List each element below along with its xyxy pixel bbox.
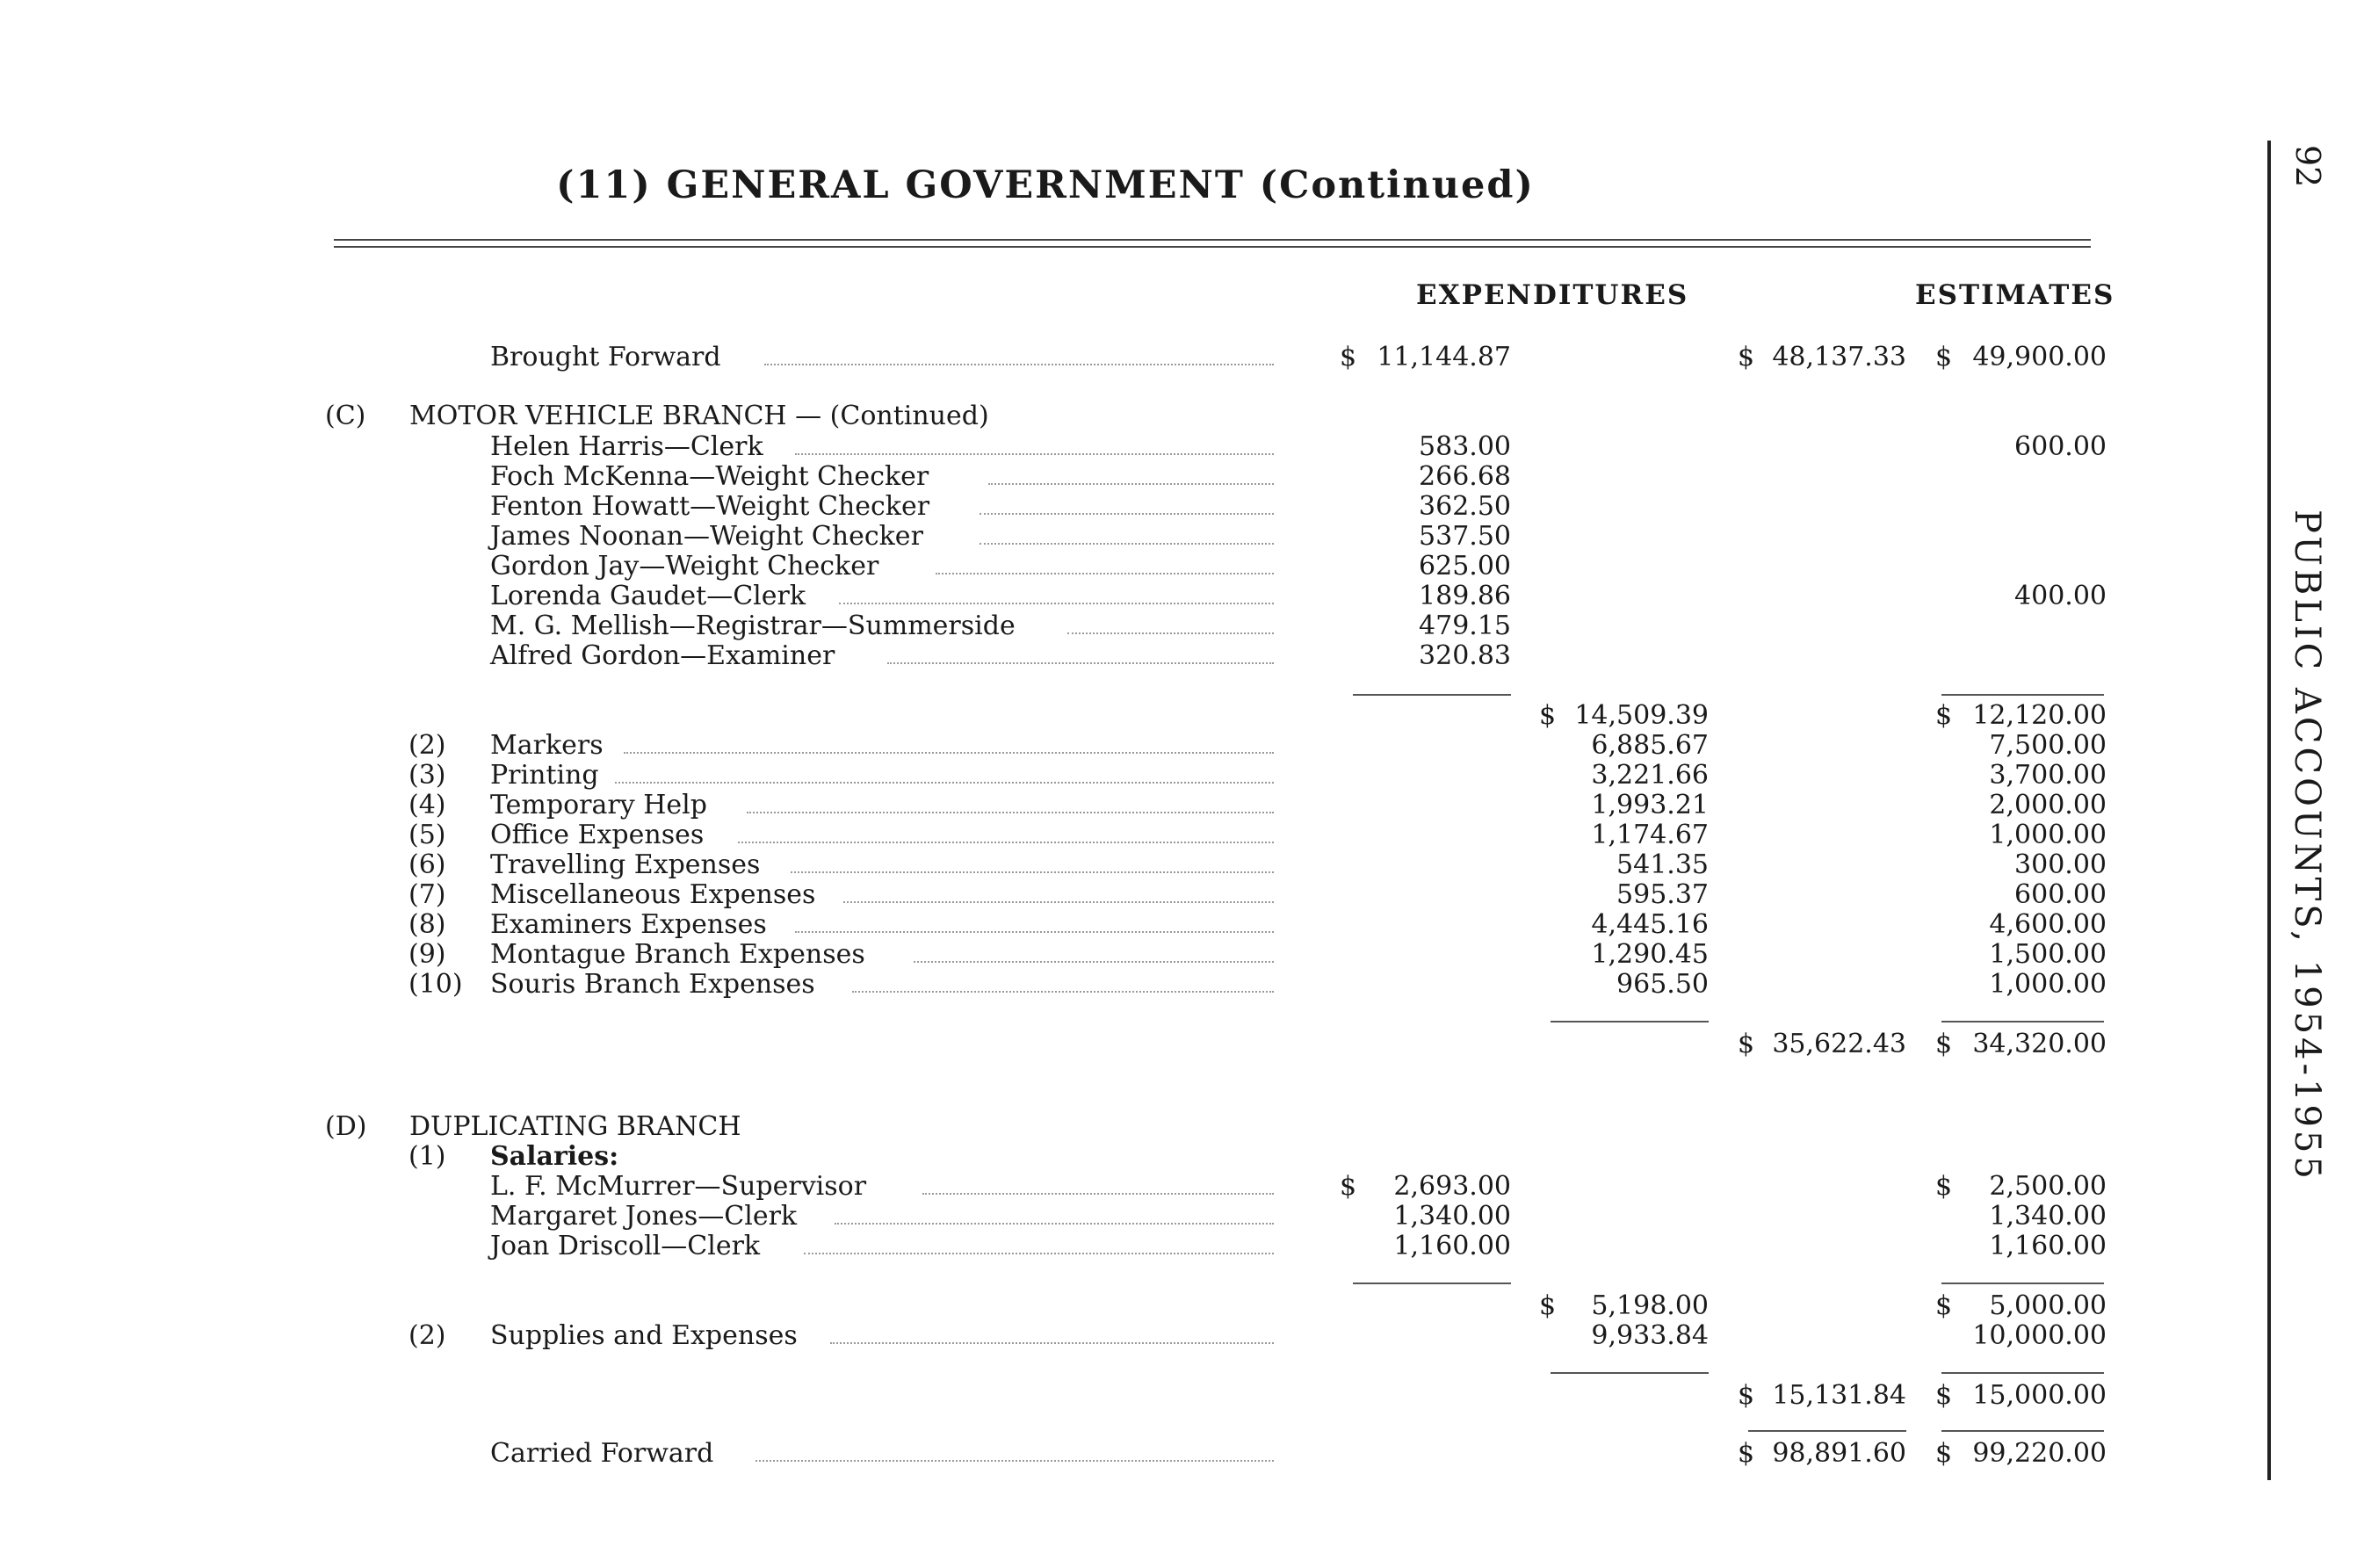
table-row <box>0 1142 2152 1172</box>
row-label: Travelling Expenses <box>490 849 761 880</box>
amount-cell: 48,137.33 <box>1772 342 1906 372</box>
row-label: Supplies and Expenses <box>490 1320 798 1351</box>
row-label: Markers <box>490 730 604 761</box>
currency-sign: $ <box>1539 700 1557 731</box>
amount-cell: 1,340.00 <box>1989 1201 2107 1232</box>
amount-cell: 1,174.67 <box>1591 820 1709 850</box>
row-label: Temporary Help <box>490 790 707 820</box>
table-row <box>0 432 2152 462</box>
dot-leader <box>738 842 1274 843</box>
amount-cell: 11,144.87 <box>1377 342 1511 372</box>
row-label: DUPLICATING BRANCH <box>409 1111 741 1142</box>
row-label: Carried Forward <box>490 1438 714 1469</box>
amount-cell: 15,131.84 <box>1772 1380 1906 1411</box>
amount-cell: 1,500.00 <box>1989 939 2107 970</box>
amount-cell: 9,933.84 <box>1591 1320 1709 1351</box>
amount-cell: 3,221.66 <box>1591 760 1709 791</box>
table-row <box>0 1321 2152 1351</box>
page-title: (11) GENERAL GOVERNMENT (Continued) <box>556 163 1535 207</box>
amount-cell: 1,000.00 <box>1989 820 2107 850</box>
total-rule <box>1551 1372 1709 1374</box>
dot-leader <box>835 1223 1274 1225</box>
item-number: (10) <box>408 969 463 1000</box>
amount-cell: 4,445.16 <box>1591 909 1709 940</box>
table-row <box>0 850 2152 880</box>
table-row <box>0 1439 2152 1469</box>
dot-leader <box>922 1193 1274 1195</box>
currency-sign: $ <box>1935 342 1953 372</box>
dot-leader <box>747 812 1274 813</box>
amount-cell: 4,600.00 <box>1989 909 2107 940</box>
currency-sign: $ <box>1539 1290 1557 1321</box>
total-rule <box>1941 1283 2104 1284</box>
row-label: Joan Driscoll—Clerk <box>490 1231 761 1261</box>
dot-leader <box>839 603 1274 604</box>
dot-leader <box>830 1342 1274 1344</box>
amount-cell: 583.00 <box>1419 431 1511 462</box>
table-row <box>0 731 2152 761</box>
amount-cell: 35,622.43 <box>1772 1029 1906 1059</box>
amount-cell: 1,160.00 <box>1989 1231 2107 1261</box>
table-row <box>0 1202 2152 1232</box>
row-label: Gordon Jay—Weight Checker <box>490 551 879 582</box>
dot-leader <box>755 1460 1274 1462</box>
row-label: Helen Harris—Clerk <box>490 431 763 462</box>
amount-cell: 2,000.00 <box>1989 790 2107 820</box>
amount-cell: 1,993.21 <box>1591 790 1709 820</box>
running-title: PUBLIC ACCOUNTS, 1954-1955 <box>2287 509 2327 1182</box>
margin-rule <box>2267 141 2271 1480</box>
dot-leader <box>791 871 1274 873</box>
title-rule-2 <box>334 246 2091 248</box>
amount-cell: 600.00 <box>2014 879 2107 910</box>
currency-sign: $ <box>1935 1380 1953 1411</box>
table-row <box>0 701 2152 731</box>
table-row <box>0 1112 2152 1142</box>
amount-cell: 189.86 <box>1419 581 1511 611</box>
item-number: (3) <box>408 760 446 791</box>
item-number: (5) <box>408 820 446 850</box>
table-row <box>0 582 2152 611</box>
amount-cell: 5,198.00 <box>1591 1290 1709 1321</box>
table-row <box>0 791 2152 820</box>
amount-cell: 537.50 <box>1419 521 1511 552</box>
row-label: Examiners Expenses <box>490 909 767 940</box>
table-row <box>0 522 2152 552</box>
dot-leader <box>980 513 1274 515</box>
table-row <box>0 820 2152 850</box>
amount-cell: 320.83 <box>1419 640 1511 671</box>
currency-sign: $ <box>1738 342 1755 372</box>
row-label: Montague Branch Expenses <box>490 939 865 970</box>
currency-sign: $ <box>1340 342 1357 372</box>
amount-cell: 595.37 <box>1616 879 1709 910</box>
row-label: Alfred Gordon—Examiner <box>490 640 835 671</box>
item-number: (2) <box>408 730 446 761</box>
dot-leader <box>1067 632 1274 634</box>
currency-sign: $ <box>1935 1171 1953 1202</box>
amount-cell: 12,120.00 <box>1972 700 2107 731</box>
table-row <box>0 611 2152 641</box>
dot-leader <box>795 931 1274 933</box>
dot-leader <box>887 662 1274 664</box>
item-number: (8) <box>408 909 446 940</box>
amount-cell: 10,000.00 <box>1972 1320 2107 1351</box>
currency-sign: $ <box>1738 1438 1755 1469</box>
row-label: Miscellaneous Expenses <box>490 879 816 910</box>
currency-sign: $ <box>1935 1029 1953 1059</box>
item-number: (1) <box>408 1141 446 1172</box>
row-label: M. G. Mellish—Registrar—Summerside <box>490 611 1016 641</box>
amount-cell: 541.35 <box>1616 849 1709 880</box>
dot-leader <box>936 573 1274 574</box>
amount-cell: 15,000.00 <box>1972 1380 2107 1411</box>
amount-cell: 600.00 <box>2014 431 2107 462</box>
dot-leader <box>624 752 1274 754</box>
amount-cell: 1,000.00 <box>1989 969 2107 1000</box>
section-marker: (C) <box>325 401 366 431</box>
row-label: Foch McKenna—Weight Checker <box>490 461 929 492</box>
dot-leader <box>852 991 1274 993</box>
total-rule <box>1941 1372 2104 1374</box>
amount-cell: 99,220.00 <box>1972 1438 2107 1469</box>
amount-cell: 362.50 <box>1419 491 1511 522</box>
total-rule <box>1353 1283 1511 1284</box>
total-rule <box>1748 1430 1906 1432</box>
currency-sign: $ <box>1738 1380 1755 1411</box>
item-number: (4) <box>408 790 446 820</box>
amount-cell: 34,320.00 <box>1972 1029 2107 1059</box>
amount-cell: 2,500.00 <box>1989 1171 2107 1202</box>
table-row <box>0 1232 2152 1261</box>
row-label: Office Expenses <box>490 820 705 850</box>
amount-cell: 1,340.00 <box>1393 1201 1511 1232</box>
amount-cell: 49,900.00 <box>1972 342 2107 372</box>
table-row <box>0 910 2152 940</box>
dot-leader <box>764 364 1274 365</box>
table-row <box>0 1381 2152 1411</box>
section-marker: (D) <box>325 1111 367 1142</box>
amount-cell: 965.50 <box>1616 969 1709 1000</box>
total-rule <box>1941 1021 2104 1022</box>
amount-cell: 300.00 <box>2014 849 2107 880</box>
table-row <box>0 343 2152 372</box>
dot-leader <box>804 1253 1274 1254</box>
amount-cell: 625.00 <box>1419 551 1511 582</box>
dot-leader <box>980 543 1274 545</box>
amount-cell: 1,160.00 <box>1393 1231 1511 1261</box>
row-label: Lorenda Gaudet—Clerk <box>490 581 806 611</box>
amount-cell: 400.00 <box>2014 581 2107 611</box>
table-row <box>0 462 2152 492</box>
table-row <box>0 1030 2152 1059</box>
item-number: (6) <box>408 849 446 880</box>
title-rule <box>334 239 2091 241</box>
row-label: Printing <box>490 760 599 791</box>
total-rule <box>1353 694 1511 696</box>
amount-cell: 7,500.00 <box>1989 730 2107 761</box>
table-row <box>0 880 2152 910</box>
currency-sign: $ <box>1340 1171 1357 1202</box>
dot-leader <box>795 453 1274 455</box>
dot-leader <box>615 782 1274 784</box>
table-row <box>0 970 2152 1000</box>
row-label: L. F. McMurrer—Supervisor <box>490 1171 867 1202</box>
row-label: Souris Branch Expenses <box>490 969 815 1000</box>
row-label: James Noonan—Weight Checker <box>490 521 923 552</box>
amount-cell: 6,885.67 <box>1591 730 1709 761</box>
currency-sign: $ <box>1738 1029 1755 1059</box>
page-number: 92 <box>2288 145 2327 188</box>
item-number: (7) <box>408 879 446 910</box>
currency-sign: $ <box>1935 1438 1953 1469</box>
table-row <box>0 552 2152 582</box>
amount-cell: 14,509.39 <box>1574 700 1709 731</box>
row-label: Margaret Jones—Clerk <box>490 1201 798 1232</box>
item-number: (2) <box>408 1320 446 1351</box>
side-margin <box>2267 0 2346 1568</box>
amount-cell: 1,290.45 <box>1591 939 1709 970</box>
table-row <box>0 641 2152 671</box>
column-header-expenditures: EXPENDITURES <box>1416 279 1689 311</box>
currency-sign: $ <box>1935 700 1953 731</box>
amount-cell: 3,700.00 <box>1989 760 2107 791</box>
row-label: Fenton Howatt—Weight Checker <box>490 491 930 522</box>
dot-leader <box>914 961 1274 963</box>
table-row <box>0 761 2152 791</box>
amount-cell: 5,000.00 <box>1989 1290 2107 1321</box>
table-row <box>0 940 2152 970</box>
table-row <box>0 1172 2152 1202</box>
dot-leader <box>988 483 1274 485</box>
currency-sign: $ <box>1935 1290 1953 1321</box>
row-label: Brought Forward <box>490 342 721 372</box>
dot-leader <box>843 901 1274 903</box>
table-row <box>0 492 2152 522</box>
amount-cell: 98,891.60 <box>1772 1438 1906 1469</box>
column-header-estimates: ESTIMATES <box>1915 279 2115 311</box>
amount-cell: 2,693.00 <box>1393 1171 1511 1202</box>
total-rule <box>1941 694 2104 696</box>
row-label: MOTOR VEHICLE BRANCH — (Continued) <box>409 401 989 431</box>
total-rule <box>1941 1430 2104 1432</box>
total-rule <box>1551 1021 1709 1022</box>
item-number: (9) <box>408 939 446 970</box>
amount-cell: 479.15 <box>1419 611 1511 641</box>
amount-cell: 266.68 <box>1419 461 1511 492</box>
row-label: Salaries: <box>490 1141 619 1172</box>
table-row <box>0 401 2152 431</box>
table-row <box>0 1291 2152 1321</box>
